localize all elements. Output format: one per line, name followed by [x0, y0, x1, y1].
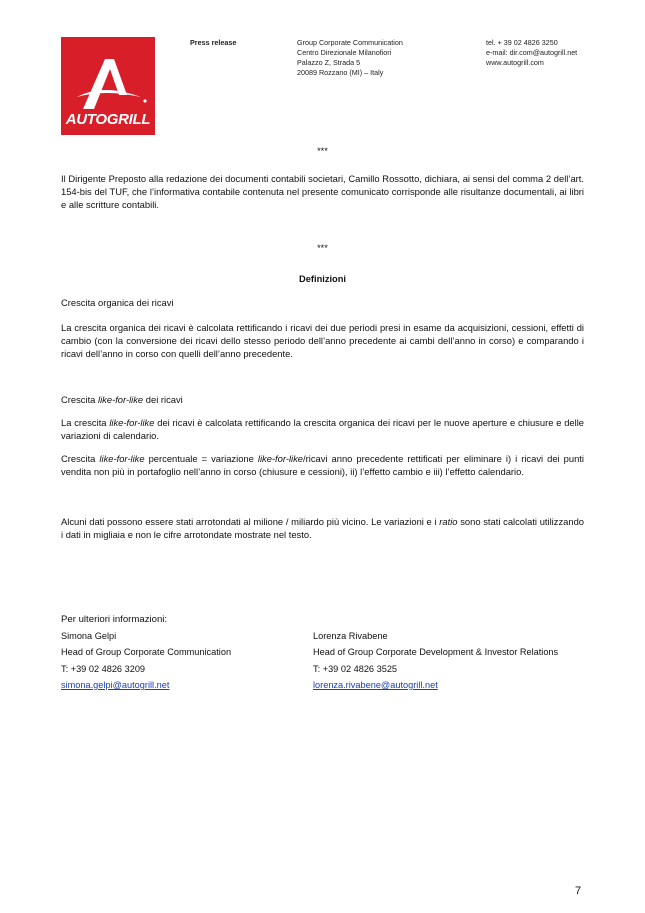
contact-name: Lorenza Rivabene — [313, 630, 388, 641]
organic-growth-title: Crescita organica dei ricavi — [61, 297, 174, 308]
contacts-left — [61, 614, 231, 697]
definitions-title: Definizioni — [299, 274, 346, 284]
contacts-label: Per ulteriori informazioni: — [61, 614, 168, 625]
contact-email-link[interactable]: lorenza.rivabene@autogrill.net — [313, 680, 438, 690]
email[interactable]: e-mail: dir.com@autogrill.net — [486, 48, 578, 57]
page-number: 7 — [575, 885, 582, 897]
organic-growth-paragraph: La crescita organica dei ricavi è calcolata rettificando i ricavi dei due periodi presi in esame da acquisizioni, cessioni, effetti di cambio (con la conversione dei ricavi dello stesso periodo dell’anno precedente ai cambi dell’anno in corso) e comparando i ricavi dell’anno in corso con quelli dell’anno precedente. — [61, 322, 584, 359]
phone: tel. + 39 02 4826 3250 — [486, 38, 558, 47]
address-line: Group Corporate Communication — [297, 38, 403, 47]
contact-phone: T: +39 02 4826 3209 — [61, 663, 146, 674]
address-line: Palazzo Z, Strada 5 — [297, 58, 361, 67]
logo-wordmark: AUTOGRILL — [65, 111, 151, 128]
website[interactable]: www.autogrill.com — [486, 58, 544, 67]
contact-role: Head of Group Corporate Communication — [61, 647, 232, 657]
contacts-right — [313, 631, 558, 697]
contact-email-link[interactable]: simona.gelpi@autogrill.net — [61, 680, 170, 690]
lfl-growth-paragraph: La crescita like-for-like dei ricavi è calcolata rettificando la crescita organica dei ricavi per le nuove aperture e chiusure e delle variazioni di calendario. — [61, 417, 585, 441]
statement-paragraph: Il Dirigente Preposto alla redazione dei documenti contabili societari, Camillo Rossotto, dichiara, ai sensi del comma 2 dell’art. 154-bis del TUF, che l’informativa contabile contenuta nel presente comunicato corrisponde alle risultanze documentali, ai libri e alle scritture contabili. — [61, 173, 584, 210]
press-release-label: Press release — [190, 38, 237, 47]
lfl-growth-title: Crescita like-for-like dei ricavi — [61, 394, 183, 405]
lfl-percentage-paragraph: Crescita like-for-like percentuale = variazione like-for-like/ricavi anno precedente rettificati per eliminare i) i ricavi dei punti vendita non più in portafoglio nell’anno in corso (chiusure e cessioni), ii) l’effetto cambio e iii) l’effetto calendario. — [61, 453, 584, 477]
company-contacts — [486, 38, 577, 68]
company-address — [297, 38, 403, 78]
address-line: 20089 Rozzano (MI) – Italy — [297, 68, 384, 77]
separator: *** — [317, 243, 328, 253]
rounding-note: Alcuni dati possono essere stati arrotondati al milione / miliardo più vicino. Le variazioni e i ratio sono stati calcolati utilizzando i dati in migliaia e non le cifre arrotondate mostrate nel testo. — [61, 516, 584, 540]
contact-name: Simona Gelpi — [61, 630, 117, 641]
autogrill-logo — [61, 37, 155, 135]
contact-phone: T: +39 02 4826 3525 — [313, 663, 398, 674]
contact-role: Head of Group Corporate Development & Investor Relations — [313, 647, 559, 657]
separator: *** — [317, 146, 328, 156]
address-line: Centro Direzionale Milanofiori — [297, 48, 392, 57]
